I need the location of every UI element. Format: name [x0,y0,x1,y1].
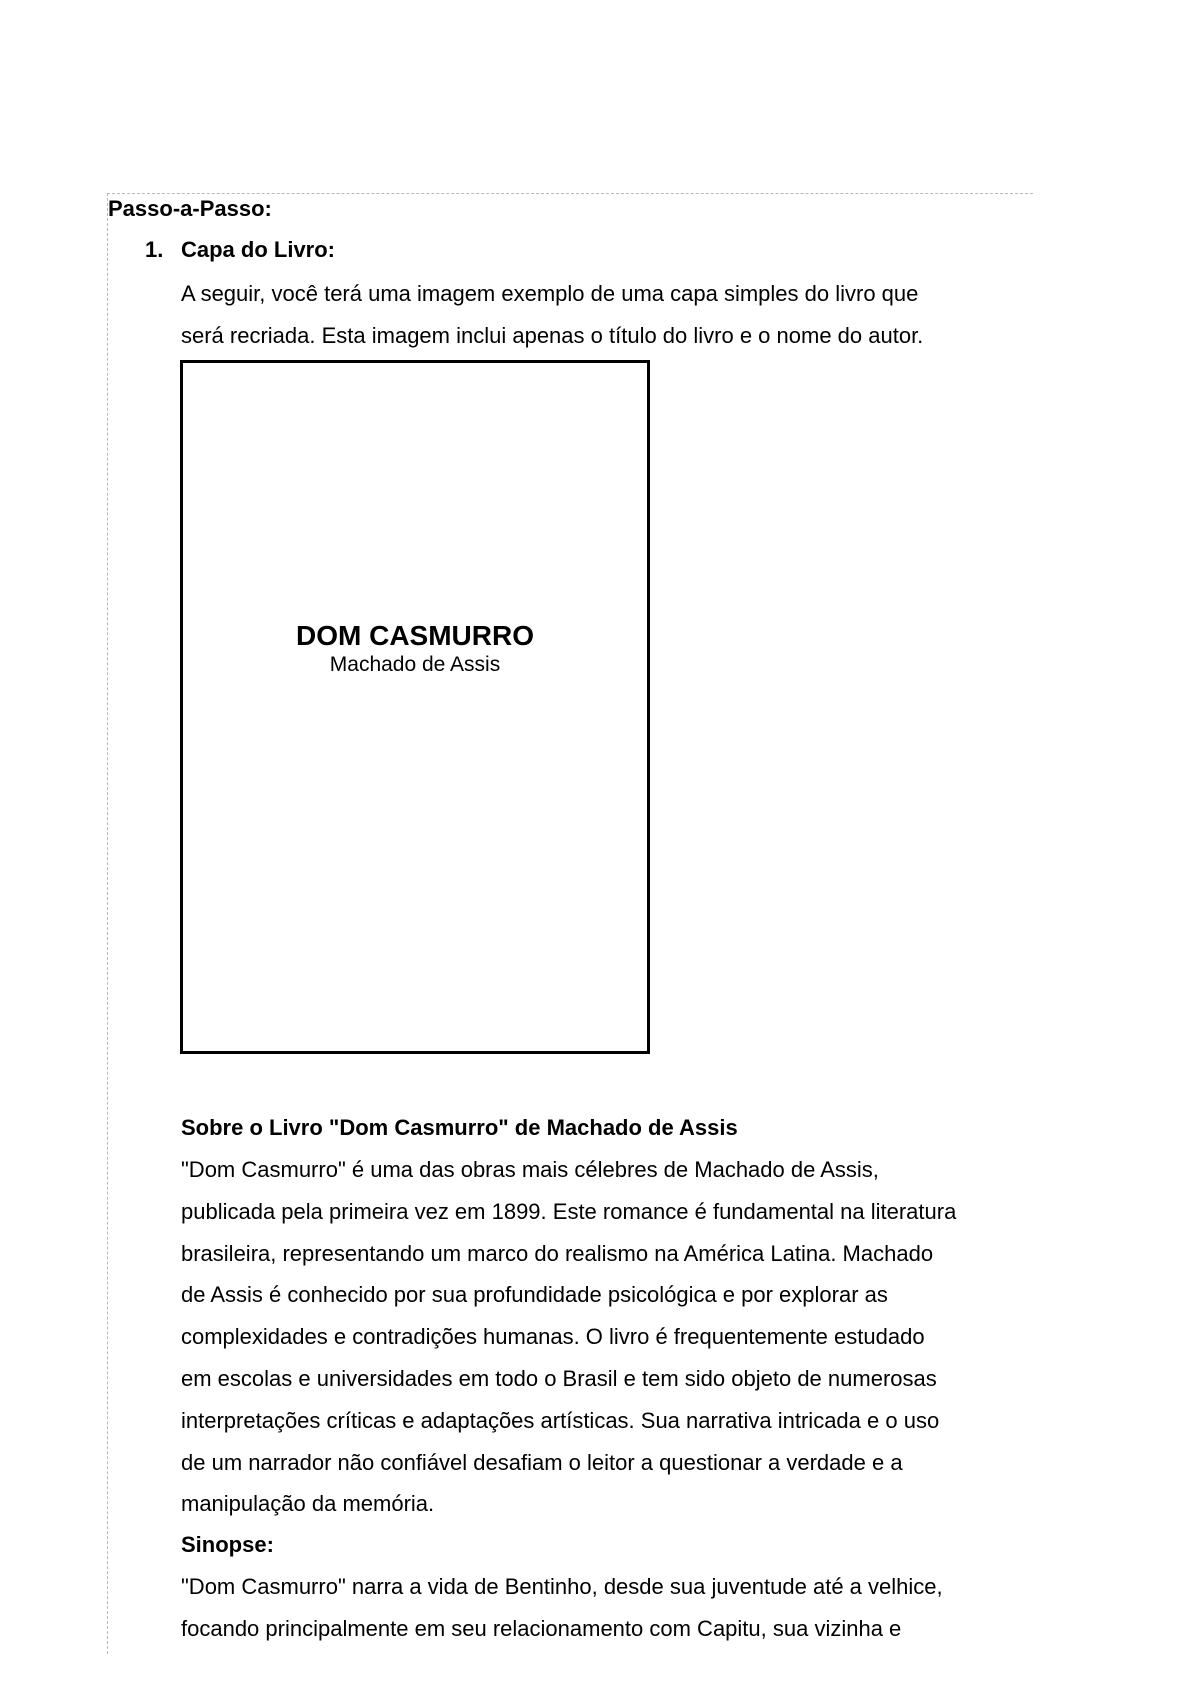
synopsis-heading: Sinopse: [181,1532,274,1557]
about-heading: Sobre o Livro "Dom Casmurro" de Machado de Assis [181,1115,738,1140]
cover-title: DOM CASMURRO [296,620,534,651]
step-number: 1. [145,237,164,262]
section-heading: Passo-a-Passo: [108,196,272,221]
book-cover-example [180,360,650,1054]
step-title: Capa do Livro: [181,237,336,262]
synopsis-paragraph: "Dom Casmurro" narra a vida de Bentinho, desde sua juventude até a velhice, focando principalmente em seu relacionamento com Capitu, sua vizinha e [181,1574,943,1641]
about-paragraph: "Dom Casmurro" é uma das obras mais célebres de Machado de Assis, publicada pela primeira vez em 1899. Este romance é fundamental na literatura brasileira, representando um marco do realismo na América Latina. Machado de Assis é conhecido por sua profundidade psicológica e por explorar as complexidades e contradições humanas. O livro é frequentemente estudado em escolas e universidades em todo o Brasil e tem sido objeto de numerosas interpretações críticas e adaptações artísticas. Sua narrativa intricada e o uso de um narrador não confiável desafiam o leitor a questionar a verdade e a manipulação da memória. [181,1157,957,1517]
intro-paragraph: A seguir, você terá uma imagem exemplo de uma capa simples do livro que será recriada. Esta imagem inclui apenas o título do livro e o nome do autor. [181,281,924,348]
cover-author: Machado de Assis [329,653,501,676]
